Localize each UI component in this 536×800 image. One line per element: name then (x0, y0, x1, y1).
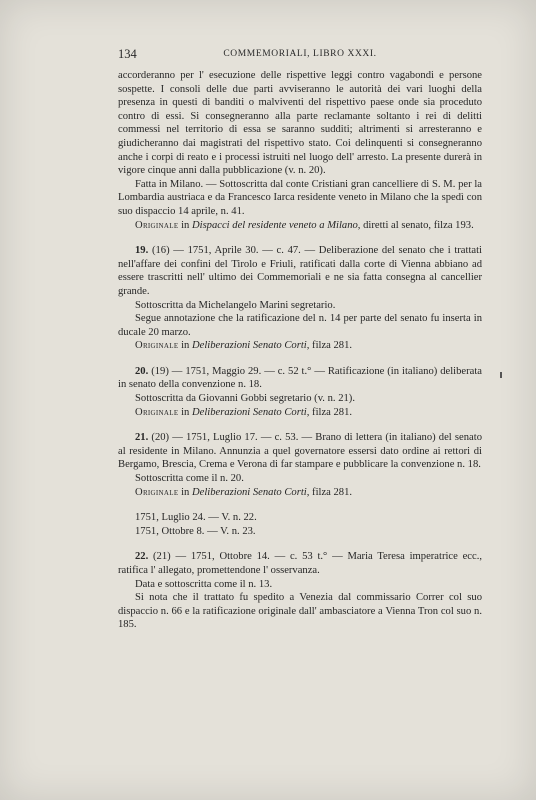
original-post: filza 281. (312, 340, 353, 352)
entry-20-head (118, 365, 482, 392)
entry-number: 19. (135, 245, 149, 257)
entry-20-line-1: Sottoscritta da Giovanni Gobbi segretario (v. n. 21). (135, 393, 355, 405)
original-label: Originale (135, 486, 179, 498)
page-header (118, 47, 482, 65)
entry-20-original (118, 406, 482, 420)
original-pre: in (181, 219, 190, 231)
running-title: COMMEMORIALI, LIBRO XXXI. (223, 49, 377, 59)
original-post: filza 281. (312, 406, 353, 418)
entry-19-original (118, 339, 482, 353)
entry-text: (16) — 1751, Aprile 30. — c. 47. — Deliberazione del senato che i trattati nell'affare dei confini del Tirolo e Friuli, ratificati dalla corte di Vienna abbiano ad essere trascritti nell' ultimo dei Commemoriali e ne sia fatta consegna al cancellier grande. (118, 245, 482, 297)
original-label: Originale (135, 406, 179, 418)
original-source: Dispacci del residente veneto a Milano, (191, 219, 361, 231)
original-post: diretti al senato, filza 193. (363, 219, 474, 231)
entry-21-original (118, 486, 482, 500)
cross-ref-2: 1751, Ottobre 8. — V. n. 23. (135, 525, 256, 537)
entry-21-line-1: Sottoscritta come il n. 20. (135, 473, 244, 485)
original-source: Deliberazioni Senato Corti, (191, 340, 310, 352)
entry-text: (20) — 1751, Luglio 17. — c. 53. — Brano di lettera (in italiano) del senato al residente in Milano. Annunzia a quel governatore essersi dato ordine ai rettori di Bergamo, Brescia, Crema e Verona di far stampare e pubblicare la convenzione n. 18. (118, 432, 482, 471)
page-body (118, 69, 482, 632)
page-number: 134 (118, 47, 137, 61)
entry-22-head (118, 550, 482, 577)
entry-22-line-1: Data e sottoscritta come il n. 13. (135, 578, 273, 590)
entry-21-head (118, 431, 482, 472)
original-label: Originale (135, 340, 179, 352)
original-source: Deliberazioni Senato Corti, (191, 406, 310, 418)
entry-19-head (118, 244, 482, 298)
intro-original (118, 219, 482, 233)
entry-19-line-1: Sottoscritta da Michelangelo Marini segretario. (135, 299, 336, 311)
entry-number: 21. (135, 432, 149, 444)
cross-ref-1: 1751, Luglio 24. — V. n. 22. (135, 512, 257, 524)
entry-text: (21) — 1751, Ottobre 14. — c. 53 t.° — Maria Teresa imperatrice ecc., ratifica l' allegato, promettendone l' osservanza. (118, 551, 482, 576)
entry-22-line-2: Si nota che il trattato fu spedito a Venezia dal commissario Correr col suo dispaccio n. 66 e la ratificazione originale dall' ambasciatore a Vienna Tron col suo n. 185. (118, 592, 482, 631)
original-source: Deliberazioni Senato Corti, (191, 486, 310, 498)
margin-mark (500, 372, 502, 378)
entry-19-line-2: Segue annotazione che la ratificazione del n. 14 per parte del senato fu inserta in ducale 20 marzo. (118, 313, 482, 338)
entry-number: 22. (135, 551, 149, 563)
original-post: filza 281. (312, 486, 353, 498)
original-pre: in (181, 406, 190, 418)
original-pre: in (181, 340, 190, 352)
original-pre: in (181, 486, 190, 498)
entry-number: 20. (135, 365, 149, 377)
original-label: Originale (135, 219, 179, 231)
intro-paragraph: accorderanno per l' esecuzione delle rispettive leggi contro vagabondi e persone sospette. I consoli delle due parti avviseranno le autorità dei vari luoghi della presenza in questi di banditi o malviventi del rispettivo paese onde sia proceduto contro di essi. Si consegneranno alla parte reclamante soltanto i rei di delitti commessi nel territorio di essa se saranno sudditi; altrimenti si arresteranno e giudicheranno dai magistrati del rispettivo stato. Coi delinquenti si consegneranno anche i corpi di reato e i processi istruiti nel luogo dell' arresto. La presente durerà in vigore cinque anni dalla pubblicazione (v. n. 20). (118, 70, 482, 177)
intro-note: Fatta in Milano. — Sottoscritta dal conte Cristiani gran cancelliere di S. M. per la Lombardia austriaca e da Francesco Iarca residente veneto in Milano che la spedì con suo dispaccio 14 aprile, n. 41. (118, 178, 482, 217)
entry-text: (19) — 1751, Maggio 29. — c. 52 t.° — Ratificazione (in italiano) deliberata in senato della convenzione n. 18. (118, 365, 482, 391)
